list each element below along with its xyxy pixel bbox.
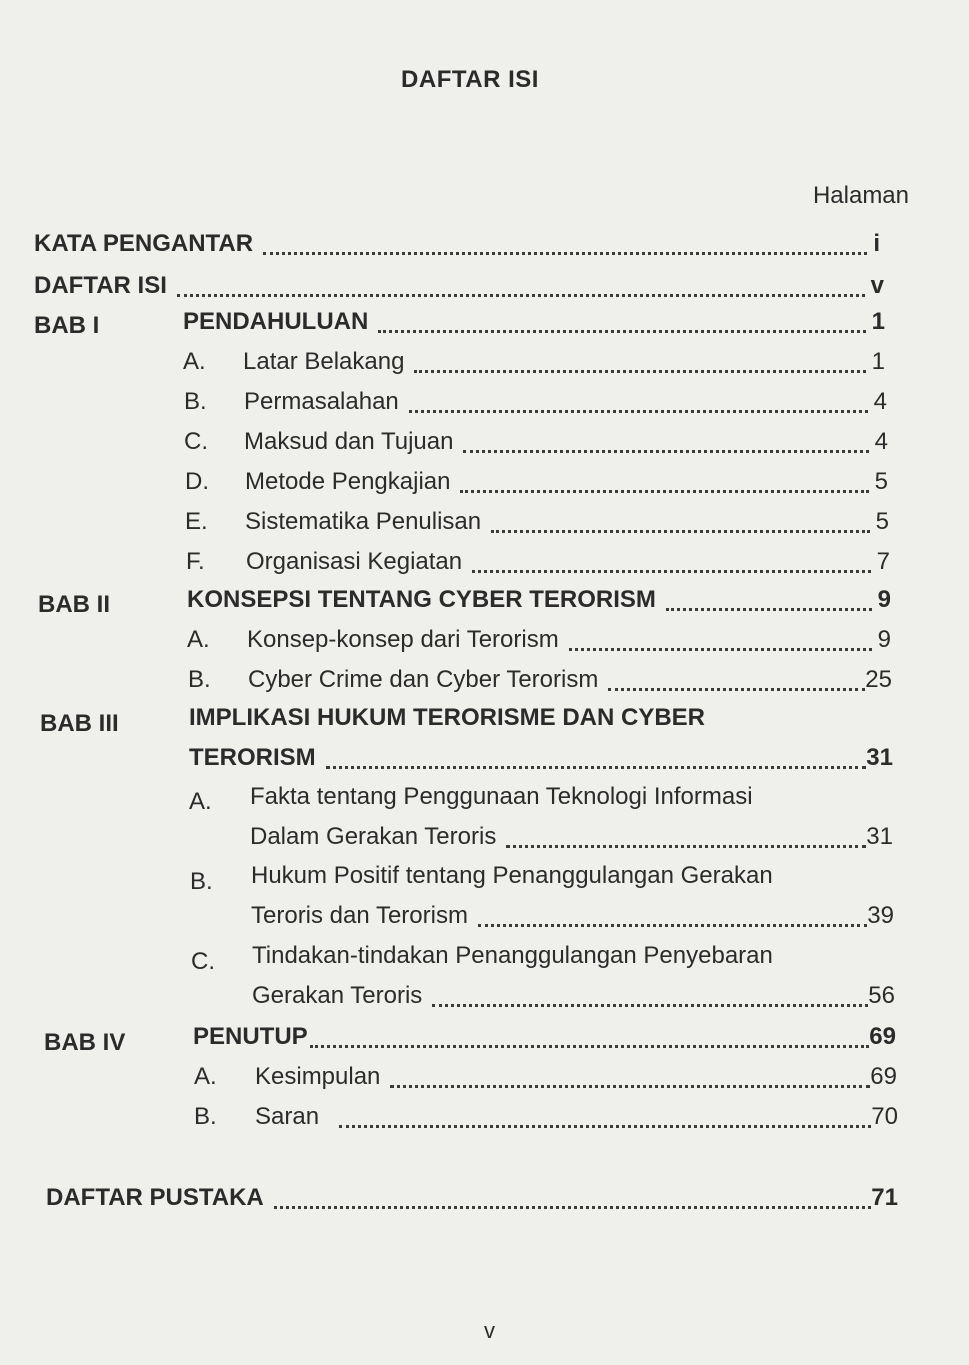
toc-entry-page: 69 — [870, 1063, 897, 1090]
item-letter: C. — [191, 948, 215, 975]
toc-entry-title: Sistematika Penulisan — [245, 508, 482, 535]
dot-leader — [414, 352, 865, 373]
dot-leader — [378, 312, 865, 333]
toc-entry-title: PENUTUP — [193, 1023, 308, 1050]
toc-entry-2b[interactable] — [188, 664, 892, 696]
dot-leader — [460, 472, 868, 493]
chapter-label: BAB II — [38, 591, 110, 618]
dot-leader — [339, 1107, 871, 1128]
item-letter: A. — [194, 1063, 217, 1090]
toc-entry-bab-1[interactable] — [183, 306, 885, 338]
toc-entry-title: DAFTAR ISI — [34, 272, 167, 299]
toc-entry-title: Teroris dan Terorism — [251, 902, 468, 929]
item-letter: D. — [185, 468, 209, 495]
toc-entry-1d[interactable] — [185, 466, 888, 498]
dot-leader — [310, 1027, 870, 1048]
toc-entry-title: Latar Belakang — [243, 348, 405, 375]
page-number: v — [484, 1318, 495, 1343]
toc-entry-page: 56 — [868, 982, 895, 1009]
toc-entry-3a[interactable] — [250, 821, 893, 853]
toc-entry-title: Konsep-konsep dari Terorism — [247, 626, 559, 653]
toc-entry-page: 70 — [871, 1103, 898, 1130]
toc-entry-title: Permasalahan — [244, 388, 399, 415]
page-column-label: Halaman — [812, 182, 909, 209]
toc-entry-1b[interactable] — [184, 386, 887, 418]
toc-entry-title: DAFTAR PUSTAKA — [46, 1184, 264, 1211]
toc-entry-title: Gerakan Teroris — [252, 982, 423, 1009]
toc-entry-1a[interactable] — [183, 346, 885, 378]
toc-entry-page: 9 — [877, 626, 891, 653]
toc-entry-page: 31 — [866, 744, 893, 771]
toc-entry-title: TERORISM — [189, 744, 316, 771]
toc-entry-1c[interactable] — [184, 426, 888, 458]
dot-leader — [177, 276, 865, 297]
toc-entry-title: KONSEPSI TENTANG CYBER TERORISM — [187, 586, 656, 613]
item-letter: A. — [183, 348, 206, 375]
dot-leader — [390, 1067, 870, 1088]
dot-leader — [666, 590, 872, 611]
item-letter: E. — [185, 508, 208, 535]
dot-leader — [263, 234, 867, 255]
toc-entry-page: 4 — [874, 428, 888, 455]
toc-entry-title: PENDAHULUAN — [183, 308, 369, 335]
toc-entry-daftar-isi[interactable] — [34, 270, 884, 302]
dot-leader — [491, 512, 870, 533]
toc-entry-title: Metode Pengkajian — [245, 468, 451, 495]
page-title: DAFTAR ISI — [401, 66, 539, 93]
toc-entry-page: 25 — [865, 666, 892, 693]
toc-entry-4a[interactable] — [194, 1061, 897, 1093]
toc-entry-title: Saran — [255, 1103, 320, 1130]
toc-entry-title-line1: Fakta tentang Penggunaan Teknologi Informasi — [250, 783, 753, 810]
toc-entry-title-line1: Hukum Positif tentang Penanggulangan Gerakan — [251, 862, 773, 889]
dot-leader — [472, 552, 871, 573]
item-letter: B. — [184, 388, 207, 415]
dot-leader — [506, 827, 866, 848]
toc-entry-daftar-pustaka[interactable] — [46, 1182, 898, 1214]
toc-entry-page: 31 — [866, 823, 893, 850]
toc-entry-page: i — [873, 230, 880, 257]
dot-leader — [463, 432, 868, 453]
item-letter: B. — [188, 666, 211, 693]
chapter-label: BAB III — [40, 710, 119, 737]
item-letter: B. — [194, 1103, 217, 1130]
item-letter: A. — [187, 626, 210, 653]
toc-entry-bab-2[interactable] — [187, 584, 891, 616]
item-letter: B. — [190, 868, 213, 895]
item-letter: A. — [189, 788, 212, 815]
toc-entry-kata-pengantar[interactable] — [34, 228, 880, 260]
toc-entry-title: KATA PENGANTAR — [34, 230, 254, 257]
toc-entry-title: Cyber Crime dan Cyber Terorism — [248, 666, 599, 693]
toc-entry-page: 69 — [869, 1023, 896, 1050]
item-letter: C. — [184, 428, 208, 455]
dot-leader — [274, 1188, 872, 1209]
toc-entry-4b[interactable] — [194, 1101, 898, 1133]
toc-entry-1f[interactable] — [186, 546, 890, 578]
toc-entry-page: 9 — [877, 586, 891, 613]
toc-entry-bab-3[interactable] — [189, 742, 893, 774]
toc-entry-page: 1 — [871, 348, 885, 375]
chapter-title-line1: IMPLIKASI HUKUM TERORISME DAN CYBER — [189, 704, 706, 731]
dot-leader — [409, 392, 868, 413]
toc-entry-title: Kesimpulan — [255, 1063, 381, 1090]
chapter-label: BAB I — [34, 312, 100, 339]
dot-leader — [326, 748, 867, 769]
dot-leader — [432, 986, 868, 1007]
toc-entry-page: v — [870, 272, 884, 299]
toc-entry-page: 39 — [867, 902, 894, 929]
chapter-label: BAB IV — [44, 1029, 126, 1056]
toc-entry-page: 7 — [876, 548, 890, 575]
toc-entry-3c[interactable] — [252, 980, 895, 1012]
dot-leader — [569, 630, 872, 651]
toc-entry-bab-4[interactable] — [193, 1021, 896, 1053]
toc-entry-3b[interactable] — [251, 900, 894, 932]
toc-entry-title-line1: Tindakan-tindakan Penanggulangan Penyebaran — [252, 942, 773, 969]
toc-entry-page: 4 — [873, 388, 887, 415]
toc-entry-page: 5 — [875, 508, 889, 535]
toc-entry-1e[interactable] — [185, 506, 889, 538]
dot-leader — [478, 906, 867, 927]
dot-leader — [608, 670, 865, 691]
toc-entry-page: 71 — [871, 1184, 898, 1211]
toc-entry-title: Dalam Gerakan Teroris — [250, 823, 497, 850]
toc-entry-page: 1 — [871, 308, 885, 335]
toc-entry-2a[interactable] — [187, 624, 891, 656]
item-letter: F. — [186, 548, 205, 575]
toc-entry-title: Maksud dan Tujuan — [244, 428, 454, 455]
toc-entry-title: Organisasi Kegiatan — [246, 548, 463, 575]
toc-entry-page: 5 — [874, 468, 888, 495]
